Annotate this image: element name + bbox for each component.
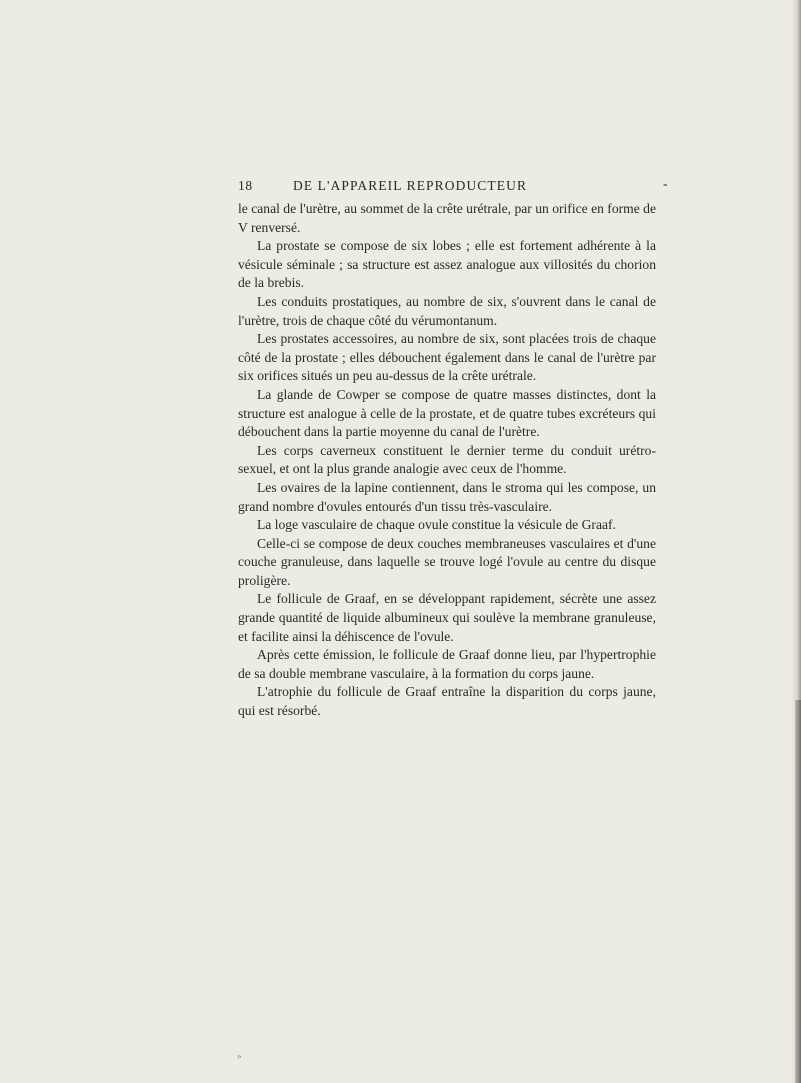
paragraph-cowper-gland: La glande de Cowper se compose de quatre masses distinctes, dont la structure est analogue à celle de la prostate, et de quatre tubes excréteurs qui débouchent dans la partie moyenne du canal de l'urètre. bbox=[238, 386, 656, 440]
stray-mark: » bbox=[237, 1051, 242, 1061]
running-header bbox=[238, 176, 669, 198]
header-mark: - bbox=[663, 176, 669, 191]
paragraph-prostate: La prostate se compose de six lobes ; elle est fortement adhérente à la vésicule séminale ; sa structure est assez analogue aux villosités du chorion de la brebis. bbox=[238, 238, 656, 291]
body-text bbox=[238, 200, 656, 721]
paragraph-emission: Après cette émission, le follicule de Graaf donne lieu, par l'hypertrophie de sa double membrane vasculaire, à la formation du corps jaune. bbox=[238, 647, 656, 681]
paragraph-membranous-layers: Celle-ci se compose de deux couches membraneuses vasculaires et d'une couche granuleuse, dans laquelle se trouve logé l'ovule au centre du disque proligère. bbox=[238, 535, 656, 588]
paragraph-graaf-follicle: Le follicule de Graaf, en se développant rapidement, sécrète une assez grande quantité de liquide albumineux qui soulève la membrane granuleuse, et facilite ainsi la déhiscence de l'ovule. bbox=[238, 591, 656, 644]
page-number: 18 bbox=[238, 178, 253, 193]
paragraph-ovaries: Les ovaires de la lapine contiennent, dans le stroma qui les compose, un grand nombre d'ovules entourés d'un tissu très-vasculaire. bbox=[238, 479, 656, 514]
paragraph-vascular-lodge: La loge vasculaire de chaque ovule constitue la vésicule de Graaf. bbox=[257, 517, 616, 533]
paragraph-corpora-cavernosa: Les corps caverneux constituent le dernier terme du conduit urétro-sexuel, et ont la plus grande analogie avec ceux de l'homme. bbox=[238, 442, 656, 477]
paragraph-atrophy: L'atrophie du follicule de Graaf entraîne la disparition du corps jaune, qui est résorbé. bbox=[238, 684, 656, 719]
paragraph-continuation: le canal de l'urètre, au sommet de la crête urétrale, par un orifice en forme de V renversé. bbox=[238, 201, 656, 235]
paragraph-accessory-prostates: Les prostates accessoires, au nombre de six, sont placées trois de chaque côté de la prostate ; elles débouchent également dans le canal de l'urètre par six orifices situés un peu au-dessus de la crête urétrale. bbox=[238, 331, 656, 384]
paragraph-prostatic-ducts: Les conduits prostatiques, au nombre de six, s'ouvrent dans le canal de l'urètre, trois de chaque côté du vérumontanum. bbox=[238, 293, 656, 328]
running-title: DE L'APPAREIL REPRODUCTEUR bbox=[293, 178, 528, 193]
page-edge-dark bbox=[795, 700, 801, 1083]
